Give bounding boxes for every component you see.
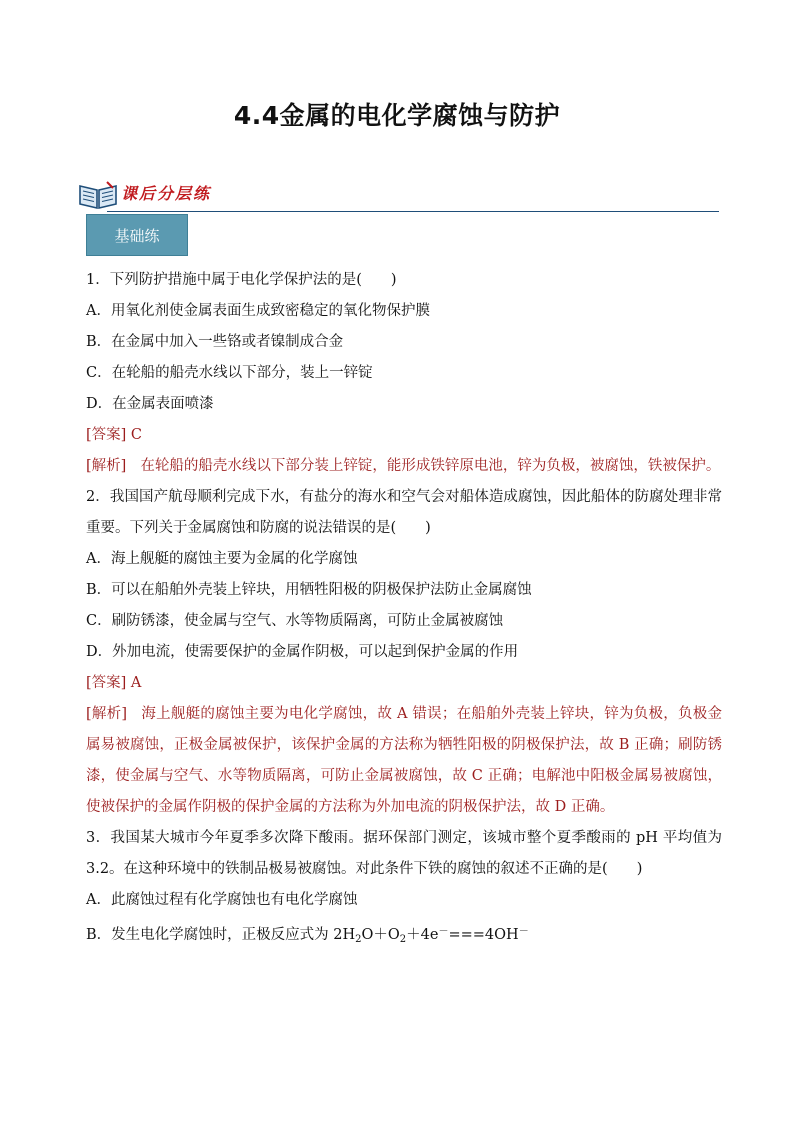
question-stem: 2．我国国产航母顺利完成下水，有盐分的海水和空气会对船体造成腐蚀，因此船体的防腐处理非常重要。下列关于金属腐蚀和防腐的说法错误的是( ) xyxy=(86,489,722,536)
question-stem: 3．我国某大城市今年夏季多次降下酸雨。据环保部门测定，该城市整个夏季酸雨的 pH 平均值为 3.2。在这种环境中的铁制品极易被腐蚀。对此条件下铁的腐蚀的叙述不正确的是( ) xyxy=(86,830,722,877)
option-c: C．刷防锈漆，使金属与空气、水等物质隔离，可防止金属被腐蚀 xyxy=(86,613,504,629)
option-b: B．发生电化学腐蚀时，正极反应式为 $2H_2O+O_2+4e^-===4OH^-$ xyxy=(86,926,529,945)
analysis-text: 在轮船的船壳水线以下部分装上锌锭，能形成铁锌原电池，锌为负极，被腐蚀，铁被保护。 xyxy=(140,458,721,474)
option-b: B．在金属中加入一些铬或者镍制成合金 xyxy=(86,334,344,350)
section-header xyxy=(77,176,719,216)
analysis xyxy=(86,699,722,823)
option-a: A．此腐蚀过程有化学腐蚀也有电化学腐蚀 xyxy=(86,892,358,908)
option-b: B．可以在船舶外壳装上锌块，用牺牲阳极的阴极保护法防止金属腐蚀 xyxy=(86,582,532,598)
analysis xyxy=(86,451,722,482)
option-a: A．海上舰艇的腐蚀主要为金属的化学腐蚀 xyxy=(86,551,358,567)
analysis-text: 海上舰艇的腐蚀主要为电化学腐蚀，故 A 错误；在船舶外壳装上锌块，锌为负极，负极金属易被腐蚀，正极金属被保护，该保护金属的方法称为牺牲阳极的阴极保护法，故 B 正确；刷防锈漆，使金属与空气、水等物质隔离，可防止金属被腐蚀，故 C 正确；电解池中阳极金属易被腐蚀，使被保护的金属作阴极的保护金属的方法称为外加电流的阴极保护法，故 D 正确。 xyxy=(86,706,722,815)
question-stem: 1．下列防护措施中属于电化学保护法的是( ) xyxy=(86,272,397,288)
page-title: 4.4金属的电化学腐蚀与防护 xyxy=(233,101,561,130)
analysis-tag: [解析] xyxy=(86,458,127,474)
analysis-tag: [解析] xyxy=(86,706,128,722)
book-icon xyxy=(77,180,119,210)
option-c: C．在轮船的船壳水线以下部分，装上一锌锭 xyxy=(86,365,373,381)
level-tab-basic: 基础练 xyxy=(86,214,188,256)
answer: [答案] A xyxy=(86,675,142,691)
option-a: A．用氧化剂使金属表面生成致密稳定的氧化物保护膜 xyxy=(86,303,430,319)
option-d: D．在金属表面喷漆 xyxy=(86,396,214,412)
answer: [答案] C xyxy=(86,427,143,443)
section-label: 课后分层练 xyxy=(121,184,212,203)
header-divider xyxy=(107,211,719,212)
option-d: D．外加电流，使需要保护的金属作阴极，可以起到保护金属的作用 xyxy=(86,644,519,660)
question-list xyxy=(86,265,722,955)
